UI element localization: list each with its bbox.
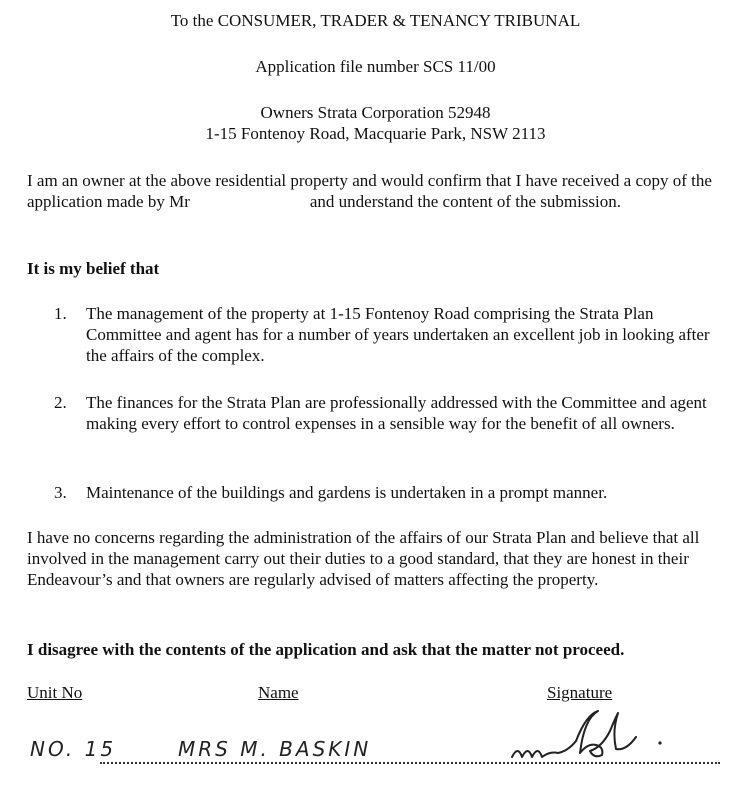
name-column-header: Name (258, 683, 299, 702)
disagree-statement: I disagree with the contents of the application and ask that the matter not proceed. (27, 640, 625, 659)
item-number: 1. (54, 304, 67, 323)
corporation-name: Owners Strata Corporation 52948 (260, 103, 491, 122)
item-text: Maintenance of the buildings and gardens is undertaken in a prompt manner. (86, 483, 608, 502)
signature-column-header: Signature (547, 683, 613, 702)
intro-paragraph (27, 170, 727, 212)
file-number: Application file number SCS 11/00 (255, 57, 496, 76)
intro-text-part1: I am an owner at the above residential property and would confirm that I have received a copy of the application made by Mr (27, 171, 712, 211)
unit-column-header: Unit No (27, 683, 83, 702)
item-number: 3. (54, 483, 67, 502)
tribunal-heading: To the CONSUMER, TRADER & TENANCY TRIBUNAL (170, 11, 581, 30)
belief-heading: It is my belief that (27, 259, 160, 278)
handwritten-signature (500, 705, 680, 770)
property-address: 1-15 Fontenoy Road, Macquarie Park, NSW 2113 (205, 124, 546, 143)
item-text: The management of the property at 1-15 Fontenoy Road comprising the Strata Plan Committee and agent has for a number of years undertaken an excellent job in looking after the affairs of the complex. (86, 304, 710, 365)
item-number: 2. (54, 393, 67, 412)
intro-text-part2: and understand the content of the submission. (309, 192, 622, 211)
concerns-paragraph: I have no concerns regarding the administration of the affairs of our Strata Plan and believe that all involved in the management carry out their duties to a good standard, that they are honest in their Endeavour’s and that owners are regularly advised of matters affecting the property. (27, 528, 700, 589)
item-text: The finances for the Strata Plan are professionally addressed with the Committee and agent making every effort to control expenses in a sensible way for the benefit of all owners. (86, 393, 707, 433)
owner-name-entry: MRS M. BASKIN (178, 737, 372, 761)
unit-number-entry: NO. 15 (30, 737, 117, 761)
